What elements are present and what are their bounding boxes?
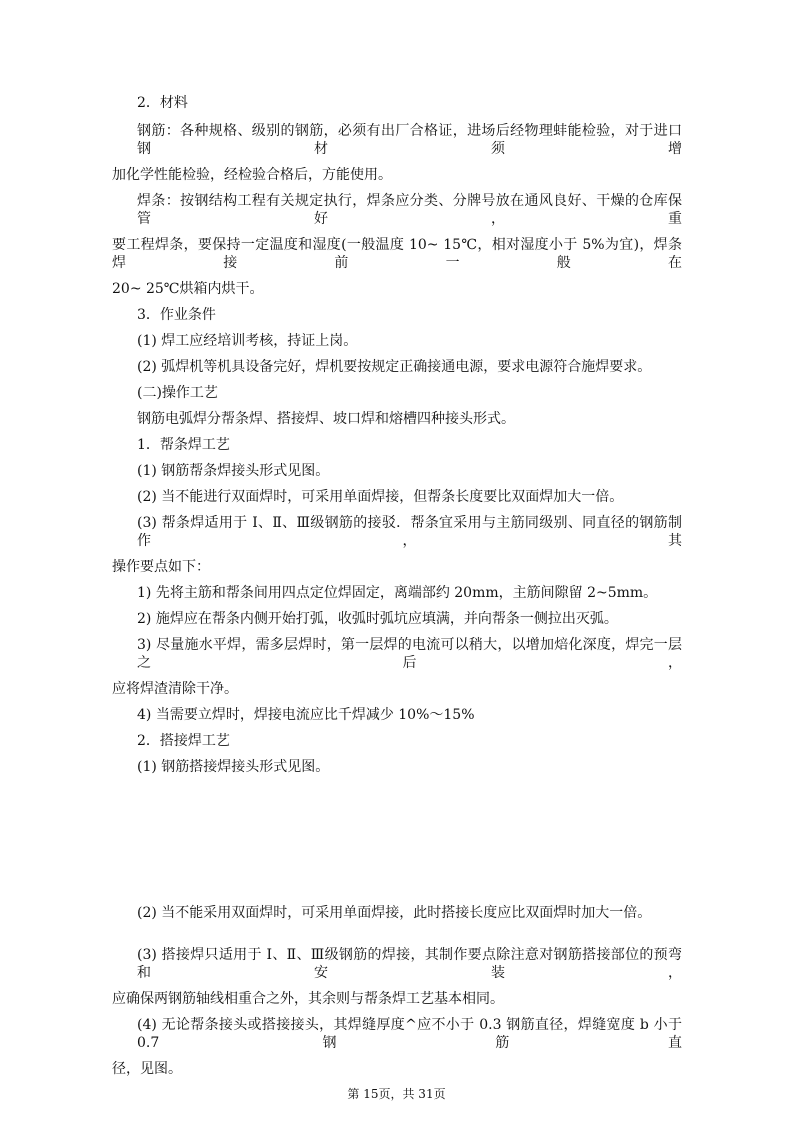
paragraph [112, 904, 682, 922]
paragraph [112, 306, 682, 324]
paragraph-line: 4) 当需要立焊时，焊接电流应比千焊减少 10%～15% [137, 707, 475, 723]
paragraph-line: 要工程焊条，要保持一定温度和湿度(一般温度 10~ 15℃，相对湿度小于 5%为宜)，焊条焊接前一般在 [112, 237, 682, 271]
paragraph-line: 加化学性能检验，经检验合格后，方能使用。 [112, 167, 392, 183]
paragraph-line: (1) 钢筋搭接焊接头形式见图。 [137, 759, 330, 775]
paragraph-line: 钢筋电弧焊分帮条焊、搭接焊、坡口焊和熔槽四种接头形式。 [137, 411, 515, 427]
paragraph [112, 462, 682, 480]
paragraph-line: 1．帮条焊工艺 [137, 437, 230, 453]
paragraph-line: 操作要点如下： [112, 559, 210, 575]
paragraph-line: 2) 施焊应在帮条内侧开始打弧，收弧时弧坑应填满，并向帮条一侧拉出灭弧。 [137, 611, 618, 627]
paragraph [112, 332, 682, 350]
paragraph [112, 514, 682, 576]
paragraph-line: 3．作业条件 [137, 307, 216, 323]
paragraph-line: (2) 弧焊机等机具设备完好，焊机要按规定正确接通电源，要求电源符合施焊要求。 [137, 359, 652, 375]
paragraph-line: 钢筋：各种规格、级别的钢筋，必须有出厂合格证，进场后经物理蚌能检验，对于进口钢材须增 [137, 123, 682, 157]
paragraph-line: (2) 当不能进行双面焊时，可采用单面焊接，但帮条长度要比双面焊加大一倍。 [137, 489, 624, 505]
paragraph [112, 636, 682, 698]
paragraph-line: 2．材料 [137, 95, 188, 111]
page-footer: 第 15页，共 31页 [347, 1087, 446, 1101]
paragraph [112, 758, 682, 776]
paragraph [112, 732, 682, 750]
paragraph-line: (3) 搭接焊只适用于 I、Ⅱ、Ⅲ级钢筋的焊接，其制作要点除注意对钢筋搭接部位的预弯和安装， [137, 947, 682, 981]
paragraph-line: 20~ 25℃烘箱内烘干。 [112, 281, 264, 297]
paragraph-line: 3) 尽量施水平焊，需多层焊时，第一层焊的电流可以稍大，以增加焙化深度，焊完一层之后， [137, 637, 682, 671]
paragraph-line: (1) 钢筋帮条焊接头形式见图。 [137, 463, 330, 479]
paragraph [112, 384, 682, 402]
paragraph [112, 192, 682, 298]
paragraph [112, 610, 682, 628]
paragraph-line: (3) 帮条焊适用于 I、Ⅱ、Ⅲ级钢筋的接驳．帮条宜采用与主筋同级别、同直径的钢筋制作，其 [137, 515, 682, 549]
paragraph [112, 488, 682, 506]
paragraph-line: 1) 先将主筋和帮条间用四点定位焊固定，离端部约 20mm，主筋间隙留 2~5mm。 [137, 585, 658, 601]
paragraph [112, 706, 682, 724]
paragraph-line: 应确保两钢筋轴线相重合之外，其余则与帮条焊工艺基本相同。 [112, 991, 504, 1007]
paragraph-line: (4) 无论帮条接头或搭接接头，其焊缝厚度^应不小于 0.3 钢筋直径，焊缝宽度 b 小于 0.7 钢筋直 [137, 1017, 682, 1051]
paragraph [112, 1016, 682, 1078]
paragraph-line: 应将焊渣清除干净。 [112, 681, 238, 697]
paragraph-line: 2．搭接焊工艺 [137, 733, 230, 749]
paragraph [112, 436, 682, 454]
paragraph-line: 焊条：按钢结构工程有关规定执行，焊条应分类、分牌号放在通风良好、干燥的仓库保管好，重 [137, 193, 682, 227]
paragraph [112, 946, 682, 1008]
paragraph [112, 122, 682, 184]
paragraph-line: 径，见图。 [112, 1061, 182, 1077]
paragraph-line: (2) 当不能采用双面焊时，可采用单面焊接，此时搭接长度应比双面焊时加大一倍。 [137, 905, 652, 921]
paragraph-line: (二)操作工艺 [137, 385, 218, 401]
paragraph [112, 410, 682, 428]
paragraph [112, 94, 682, 112]
paragraph [112, 358, 682, 376]
paragraph [112, 584, 682, 602]
paragraph-line: (1) 焊工应经培训考核，持证上岗。 [137, 333, 358, 349]
